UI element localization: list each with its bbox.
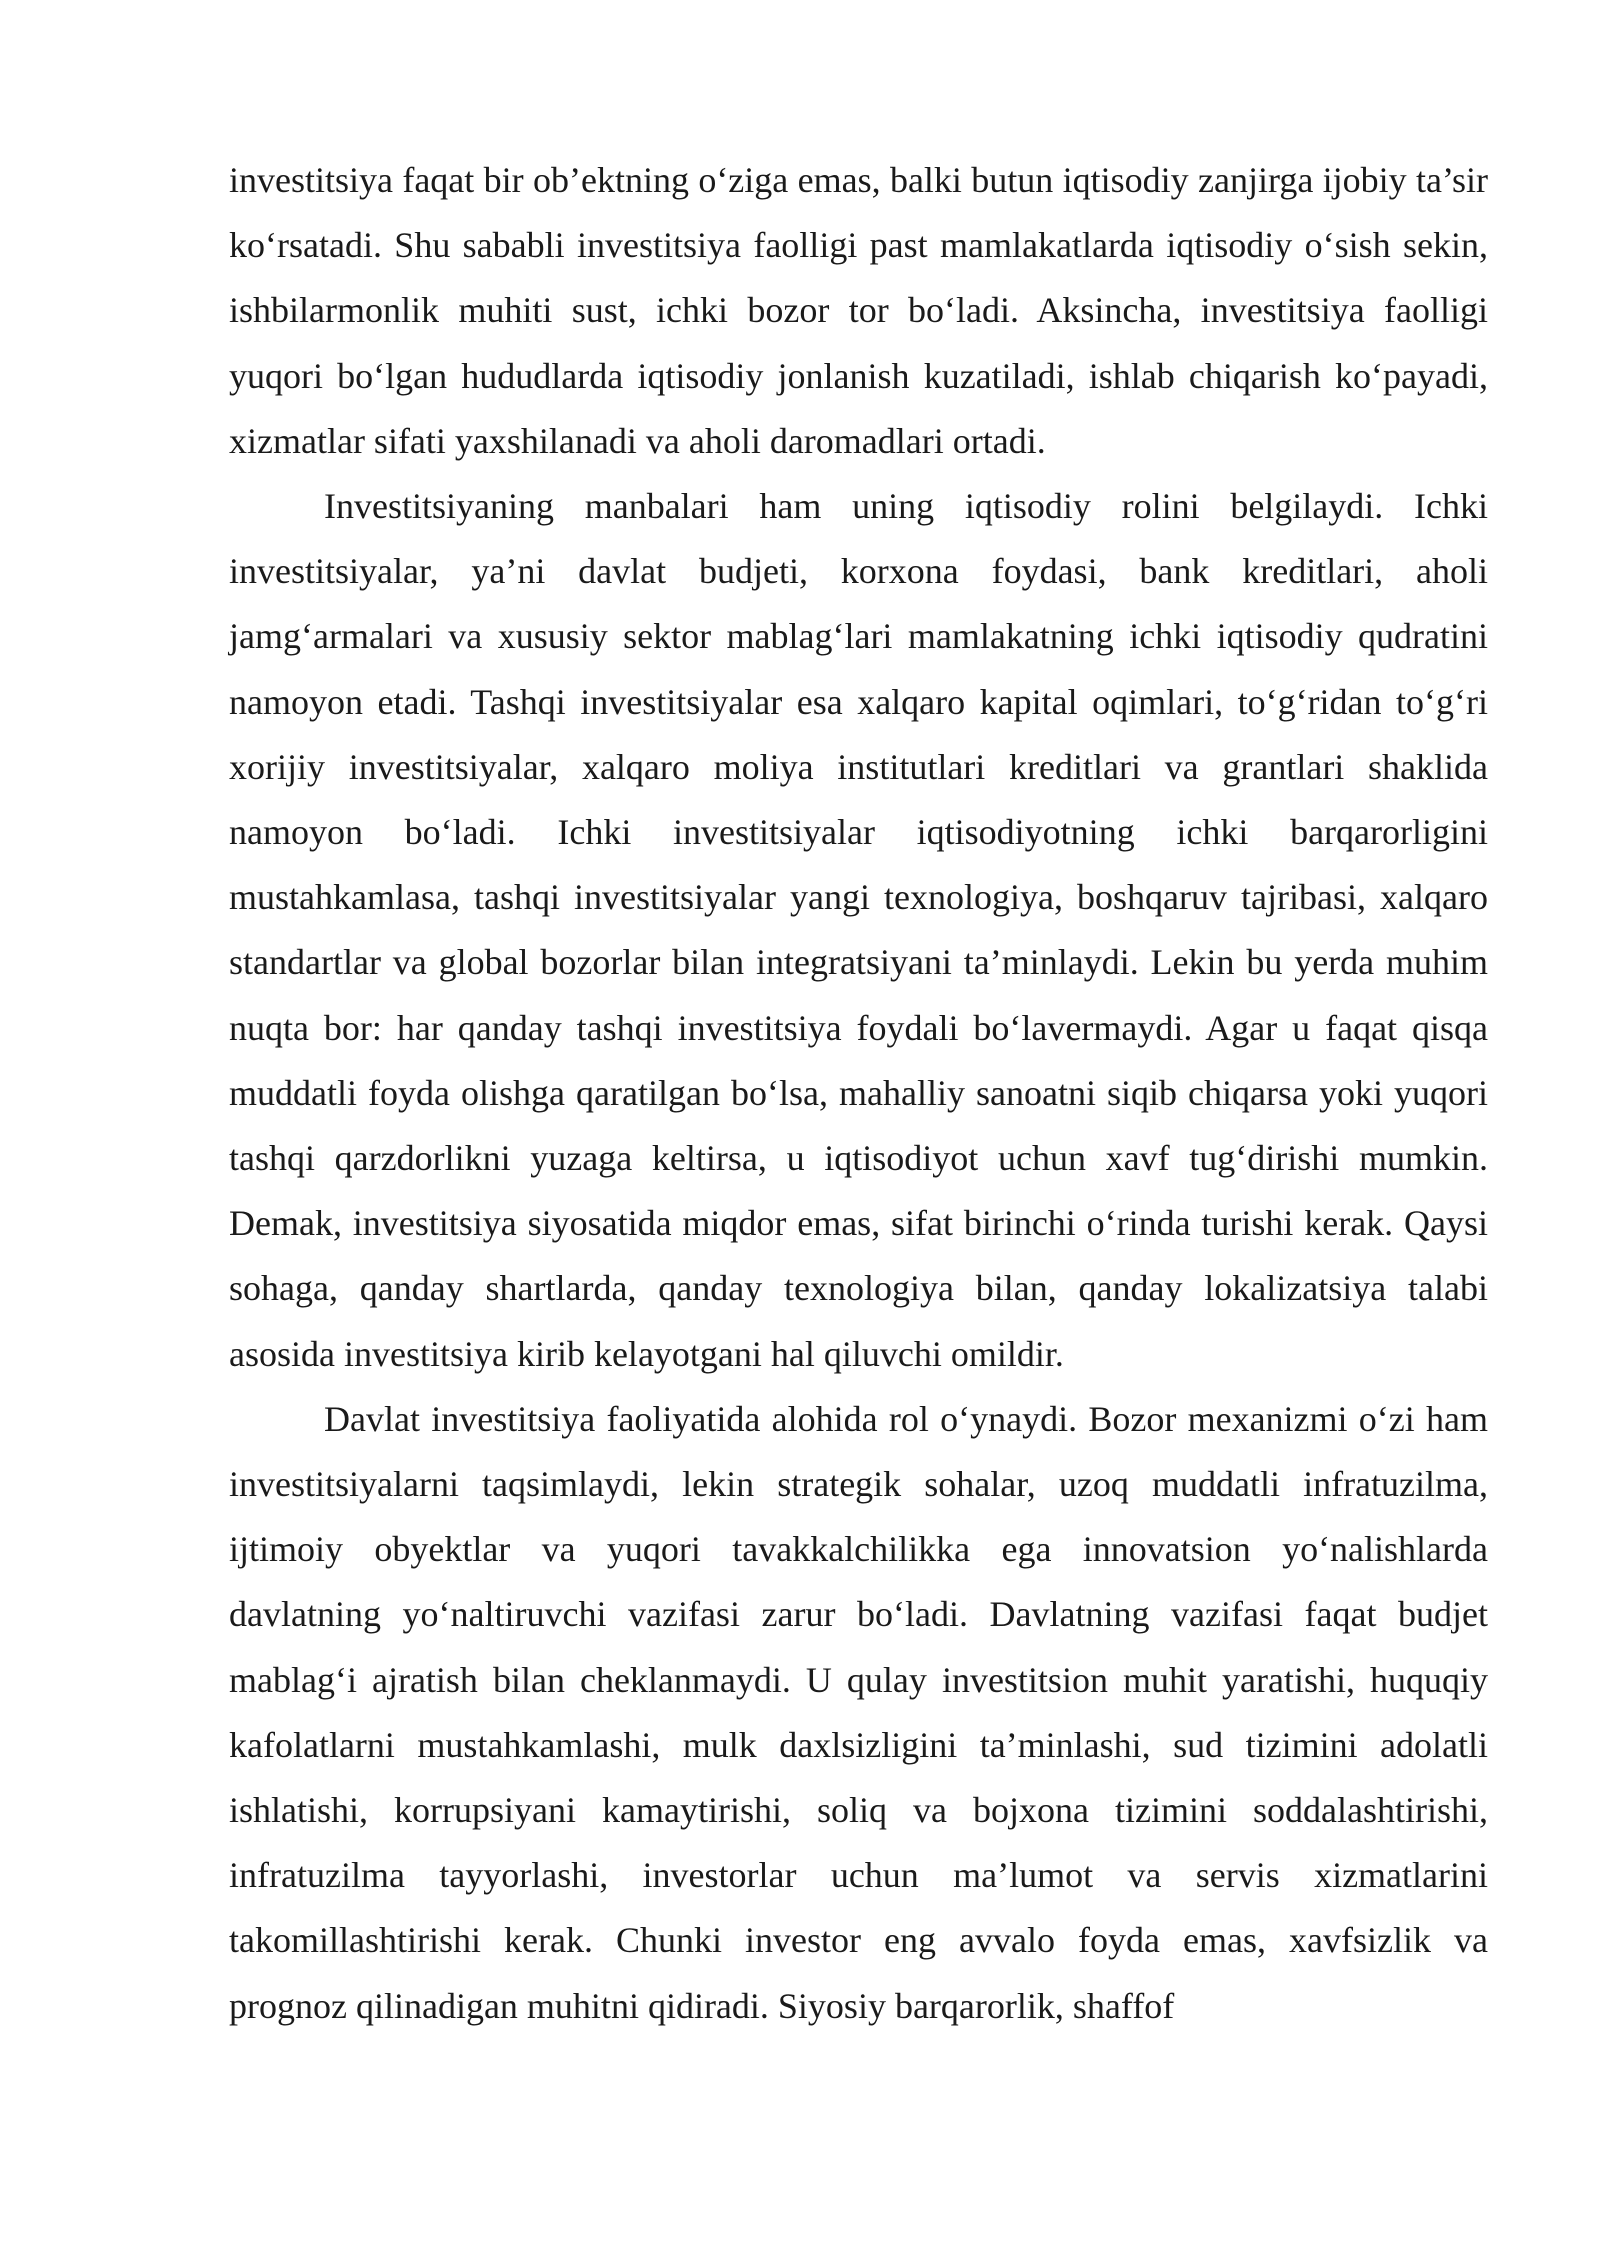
paragraph-continuation: investitsiya faqat bir ob’ektning o‘ziga emas, balki butun iqtisodiy zanjirga ijobiy ta’sir ko‘rsatadi. Shu sababli investitsiya faolligi past mamlakatlarda iqtisodiy o‘sish sekin, ishbilarmonlik muhiti sust, ichki bozor tor bo‘ladi. Aksincha, investitsiya faolligi yuqori bo‘lgan hududlarda iqtisodiy jonlanish kuzatiladi, ishlab chiqarish ko‘payadi, xizmatlar sifati yaxshilanadi va aholi daromadlari ortadi. — [229, 160, 1488, 461]
paragraph-investment-sources: Investitsiyaning manbalari ham uning iqtisodiy rolini belgilaydi. Ichki investitsiyalar, ya’ni davlat budjeti, korxona foydasi, bank kreditlari, aholi jamg‘armalari va xususiy sektor mablag‘lari mamlakatning ichki iqtisodiy qudratini namoyon etadi. Tashqi investitsiyalar esa xalqaro kapital oqimlari, to‘g‘ridan to‘g‘ri xorijiy investitsiyalar, xalqaro moliya institutlari kreditlari va grantlari shaklida namoyon bo‘ladi. Ichki investitsiyalar iqtisodiyotning ichki barqarorligini mustahkamlasa, tashqi investitsiyalar yangi texnologiya, boshqaruv tajribasi, xalqaro standartlar va global bozorlar bilan integratsiyani ta’minlaydi. Lekin bu yerda muhim nuqta bor: har qanday tashqi investitsiya foydali bo‘lavermaydi. Agar u faqat qisqa muddatli foyda olishga qaratilgan bo‘lsa, mahalliy sanoatni siqib chiqarsa yoki yuqori tashqi qarzdorlikni yuzaga keltirsa, u iqtisodiyot uchun xavf tug‘dirishi mumkin. Demak, investitsiya siyosatida miqdor emas, sifat birinchi o‘rinda turishi kerak. Qaysi sohaga, qanday shartlarda, qanday texnologiya bilan, qanday lokalizatsiya talabi asosida investitsiya kirib kelayotgani hal qiluvchi omildir. — [229, 486, 1488, 1374]
paragraph-state-role: Davlat investitsiya faoliyatida alohida rol o‘ynaydi. Bozor mexanizmi o‘zi ham investitsiyalarni taqsimlaydi, lekin strategik sohalar, uzoq muddatli infratuzilma, ijtimoiy obyektlar va yuqori tavakkalchilikka ega innovatsion yo‘nalishlarda davlatning yo‘naltiruvchi vazifasi zarur bo‘ladi. Davlatning vazifasi faqat budjet mablag‘i ajratish bilan cheklanmaydi. U qulay investitsion muhit yaratishi, huquqiy kafolatlarni mustahkamlashi, mulk daxlsizligini ta’minlashi, sud tizimini adolatli ishlatishi, korrupsiyani kamaytirishi, soliq va bojxona tizimini soddalashtirishi, infratuzilma tayyorlashi, investorlar uchun ma’lumot va servis xizmatlarini takomillashtirishi kerak. Chunki investor eng avvalo foyda emas, xavfsizlik va prognoz qilinadigan muhitni qidiradi. Siyosiy barqarorlik, shaffof — [229, 1398, 1488, 2026]
document-body — [229, 148, 1488, 2039]
